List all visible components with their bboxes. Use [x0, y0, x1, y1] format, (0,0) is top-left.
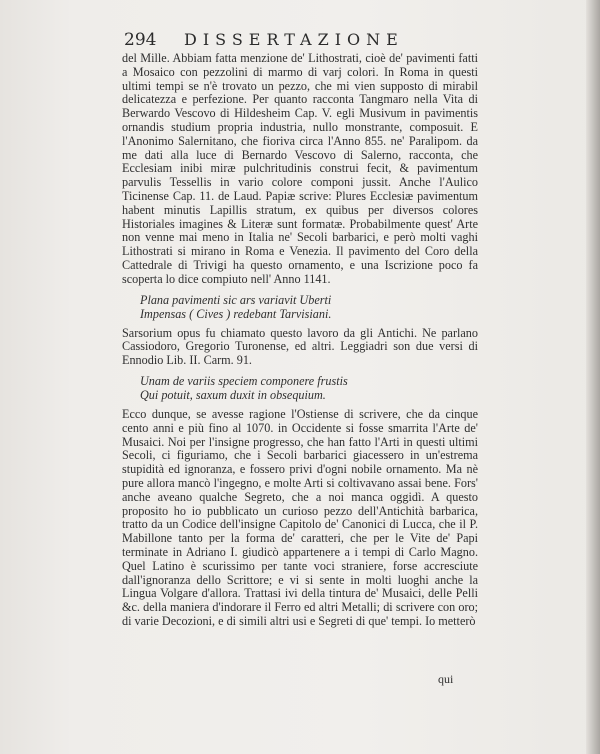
catchword: qui — [438, 672, 454, 686]
page-number: 294 — [124, 30, 157, 50]
running-title: DISSERTAZIONE — [184, 30, 404, 49]
verse-inscription — [140, 293, 478, 321]
body-text — [122, 52, 478, 629]
verse-line: Impensas ( Cives ) redebant Tarvisiani. — [140, 306, 332, 321]
verse-line: Unam de variis speciem componere frustis — [140, 373, 348, 388]
verse-line: Qui potuit, saxum duxit in obsequium. — [140, 387, 326, 402]
verse-line: Plana pavimenti sic ars variavit Uberti — [140, 292, 332, 307]
verse-ennodius — [140, 374, 478, 402]
paragraph-2: Sarsorium opus fu chiamato questo lavoro da gli Antichi. Ne parlano Cassiodoro, Gregorio Turonense, ed altri. Leggiadri son due versi di Ennodio Lib. II. Carm. 91. — [122, 325, 478, 368]
paragraph-3: Ecco dunque, se avesse ragione l'Ostiense di scrivere, che da cinque cento anni e più fino al 1070. in Occidente si fosse smarrita l'Arte de' Musaici. Noi per l'insigne progresso, che han fatto l'Arti in questi ultimi Secoli, ci figuriamo, che i Secoli barbarici giacessero in un'estrema stupidità ed ignoranza, e fossero privi d'ogni nobile ornamento. Ma nè pure allora mancò l'ingegno, e molte Arti si coltivavano assai bene. Fors' anche aveano qualche Segreto, che a noi manca oggidì. A questo proposito ho io pubblicato un curioso pezzo dell'Antichità barbarica, tratto da un Codice dell'insigne Capitolo de' Canonici di Lucca, che il P. Mabillone tanto per la forma de' caratteri, che per le Vite de' Papi terminate in Adriano I. giudicò appartenere a i tempi di Carlo Magno. Quel Latino è scurissimo per tante voci straniere, forse accresciute dall'ignoranza dello Scrittore; e vi si sente in molti luoghi anche la Lingua Volgare d'allora. Trattasi ivi della tintura de' Musaici, delle Pelli &c. della maniera d'indorare il Ferro ed altri Metalli; di scrivere con oro; di varie Decozioni, e di simili altri usi e Segreti di que' tempi. Io metterò — [122, 406, 478, 628]
paragraph-1: del Mille. Abbiam fatta menzione de' Lithostrati, cioè de' pavimenti fatti a Mosaico con pezzolini di marmo di varj colori. In Roma in questi ultimi tempi se n'è trovato un pezzo, che mi vien supposto di mirabil delicatezza e perfezione. Per quanto racconta Tangmaro nella Vita di Berwardo Vescovo di Hildesheim Cap. V. egli Musivum in pavimentis ornandis studium propria industria, nullo monstrante, composuit. E l'Anonimo Salernitano, che fioriva circa l'Anno 855. ne' Paralipom. da me dati alla luce di Bernardo Vescovo di Salerno, racconta, che Ecclesiam inibi miræ pulchritudinis construi fecit, & pavimentum parvulis Tessellis in vario colore componi jussit. Anche l'Aulico Ticinense Cap. 11. de Laud. Papiæ scrive: Plures Ecclesiæ pavimentum habent minutis Lapillis stratum, ex quibus per diversos colores Historiales imagines & Literæ sunt formatæ. Probabilmente quest' Arte non venne mai meno in Italia ne' Secoli barbarici, e però molti vaghi Lithostrati si mirano in Roma e Venezia. Il pavimento del Coro della Cattedrale di Trivigi ha questo ornamento, e una Iscrizione poco fa scoperta lo dice compiuto nell' Anno 1141. — [122, 51, 478, 286]
page-edge-shadow — [586, 0, 600, 754]
page-header — [124, 30, 484, 50]
